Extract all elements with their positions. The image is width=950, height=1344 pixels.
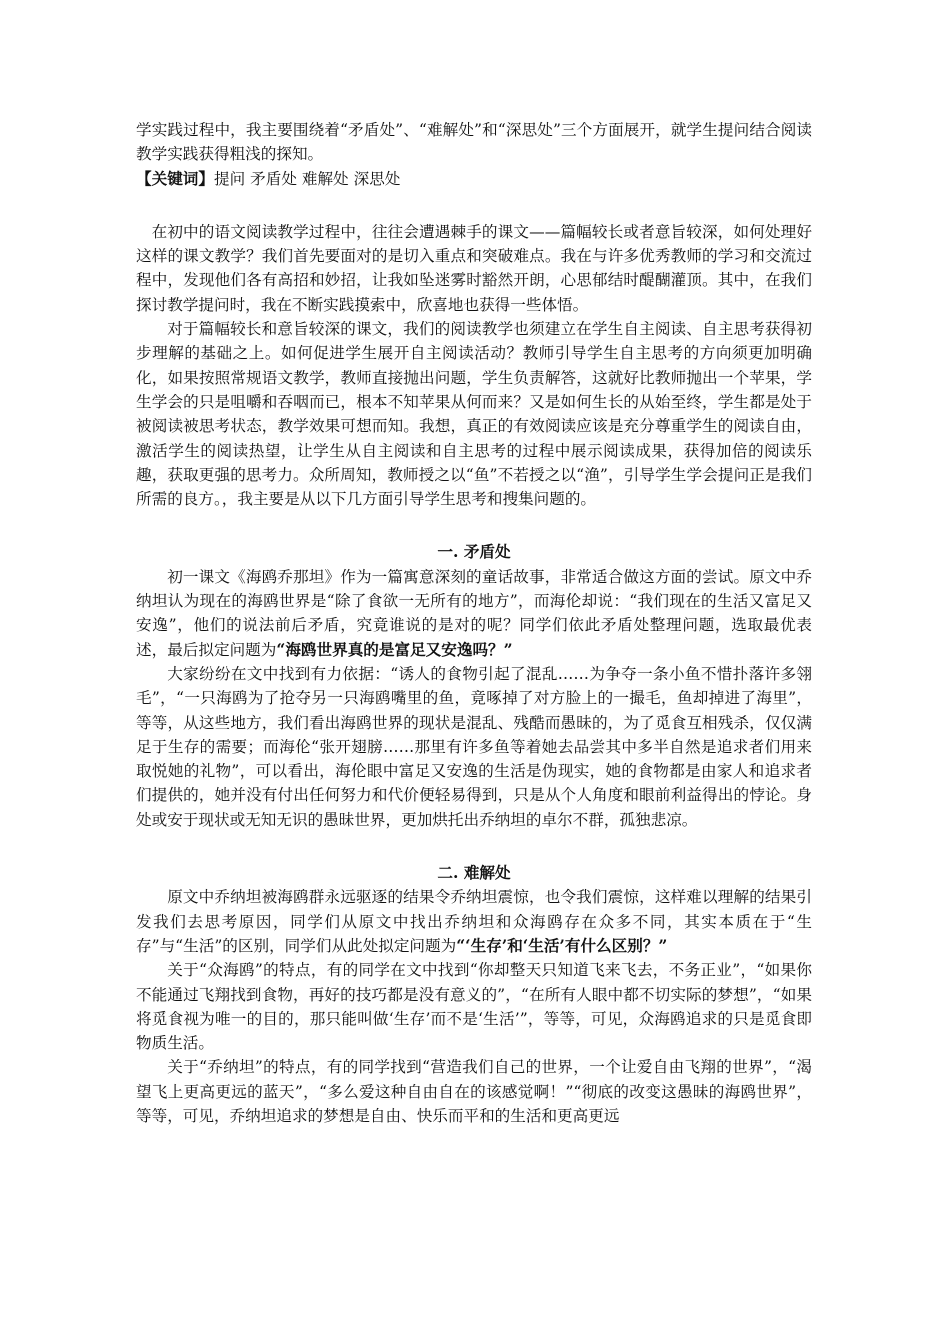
section2-question: “‘生存’和‘生活’有什么区别？”: [456, 935, 668, 955]
section2-paragraph-1: [136, 885, 812, 958]
section2-paragraph-3: 关于“乔纳坦”的特点，有的同学找到“营造我们自己的世界，一个让爱自由飞翔的世界”，“渴望飞上更高更远的蓝天”，“多么爱这种自由自在的该感觉啊！”“彻底的改变这愚昧的海鸥世界”，等等，可见，乔纳坦追求的梦想是自由、快乐而平和的生活和更高更远: [136, 1058, 812, 1125]
keywords-label: 【关键词】: [136, 168, 214, 188]
section2-paragraph-2: 关于“众海鸥”的特点，有的同学在文中找到“你却整天只知道飞来飞去，不务正业”，“如果你不能通过飞翔找到食物，再好的技巧都是没有意义的”，“在所有人眼中都不切实际的梦想”，“如果将觅食视为唯一的目的，那只能叫做‘生存’而不是‘生活’”，等等，可见，众海鸥追求的只是觅食即物质生活。: [136, 961, 812, 1053]
spacer: [136, 832, 812, 861]
spacer: [136, 191, 812, 220]
keywords-text: 提问 矛盾处 难解处 深思处: [213, 169, 401, 188]
section1-paragraph-1: [136, 565, 812, 662]
section1-question: “海鸥世界真的是富足又安逸吗？”: [276, 639, 513, 659]
section-heading-1: 一. 矛盾处: [437, 542, 511, 562]
section1-paragraph-1-text: 初一课文《海鸥乔那坦》作为一篇寓意深刻的童话故事，非常适合做这方面的尝试。原文中乔纳坦认为现在的海鸥世界是“除了食欲一无所有的地方”，而海伦却说：“我们现在的生活又富足又安逸”，他们的说法前后矛盾，究竟谁说的是对的呢？同学们依此矛盾处整理问题，选取最优表述，最后拟定问题为: [136, 567, 812, 659]
intro-paragraph-2: 对于篇幅较长和意旨较深的课文，我们的阅读教学也须建立在学生自主阅读、自主思考获得初步理解的基础之上。如何促进学生展开自主阅读活动？教师引导学生自主思考的方向须更加明确化，如果按照常规语文教学，教师直接抛出问题，学生负责解答，这就好比教师抛出一个苹果，学生学会的只是咀嚼和吞咽而已，根本不知苹果从何而来？又是如何生长的从始至终，学生都是处于被阅读被思考状态，教学效果可想而知。我想，真正的有效阅读应该是充分尊重学生的阅读自由，激活学生的阅读热望，让学生从自主阅读和自主思考的过程中展示阅读成果，获得加倍的阅读乐趣，获取更强的思考力。众所周知，教师授之以“鱼”不若授之以“渔”，引导学生学会提问正是我们所需的良方。，我主要是从以下几方面引导学生思考和搜集问题的。: [136, 320, 812, 509]
keywords-line: [136, 167, 812, 191]
section-heading-2: 二. 难解处: [437, 863, 511, 883]
section2-paragraph-1-text: 原文中乔纳坦被海鸥群永远驱逐的结果令乔纳坦震惊，也令我们震惊，这样难以理解的结果引发我们去思考原因，同学们从原文中找出乔纳坦和众海鸥存在众多不同，其实本质在于“生存”与“生活”的区别，同学们从此处拟定问题为: [136, 888, 812, 955]
document-page: [136, 118, 812, 1128]
spacer: [136, 511, 812, 540]
section1-paragraph-2: 大家纷纷在文中找到有力依据：“诱人的食物引起了混乱……为争夺一条小鱼不惜扑落许多翎毛”，“一只海鸥为了抢夺另一只海鸥嘴里的鱼，竟啄掉了对方脸上的一撮毛，鱼却掉进了海里”，等等，从这些地方，我们看出海鸥世界的现状是混乱、残酷而愚昧的，为了觅食互相残杀，仅仅满足于生存的需要；而海伦“张开翅膀……那里有许多鱼等着她去品尝其中多半自然是追求者们用来取悦她的礼物”，可以看出，海伦眼中富足又安逸的生活是伪现实，她的食物都是由家人和追求者们提供的，她并没有付出任何努力和代价便轻易得到，只是从个人角度和眼前利益得出的悖论。身处或安于现状或无知无识的愚昧世界，更加烘托出乔纳坦的卓尔不群，孤独悲凉。: [136, 664, 812, 829]
abstract-tail: 学实践过程中，我主要围绕着“矛盾处”、“难解处”和“深思处”三个方面展开，就学生提问结合阅读教学实践获得粗浅的探知。: [136, 121, 812, 164]
intro-paragraph-1: 在初中的语文阅读教学过程中，往往会遭遇棘手的课文——篇幅较长或者意旨较深，如何处理好这样的课文教学？我们首先要面对的是切入重点和突破难点。我在与许多优秀教师的学习和交流过程中，发现他们各有高招和妙招，让我如坠迷雾时豁然开朗，心思郁结时醍醐灌顶。其中，在我们探讨教学提问时，我在不断实践摸索中，欣喜地也获得一些体悟。: [136, 222, 812, 314]
